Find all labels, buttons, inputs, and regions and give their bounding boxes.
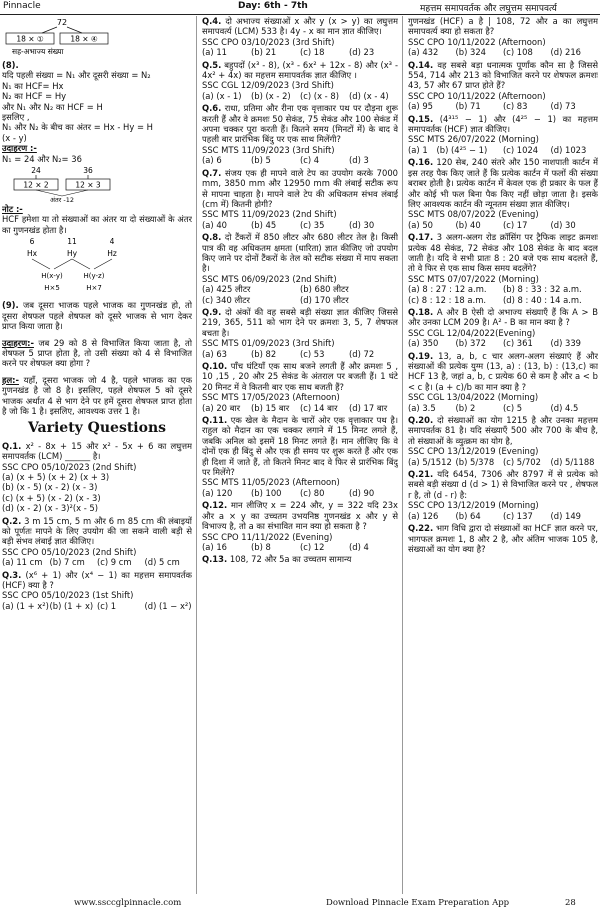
q-option: (a) 425 लीटर: [202, 284, 251, 295]
q-option: (a) 50: [408, 219, 433, 230]
q-number: Q.3.: [2, 569, 22, 580]
q-number: Q.7.: [202, 167, 222, 178]
question-q9: [202, 307, 398, 359]
p9-text: जब दूसरा भाजक पहले भाजक का गुणनखंड हो, तो दूसरा शेषफल पहले शेषफल को दूसरे भाजक से भाग देकर प्राप्त किया जाता है।: [2, 300, 192, 332]
q-number: Q.17.: [408, 232, 434, 243]
q-option: (a) (x + 5) (x + 2) (x + 3): [2, 471, 110, 482]
p8-line: N₁ का HCF= Hx: [2, 80, 64, 91]
question-q22: [408, 523, 598, 554]
q-source: SSC CGL 12/04/2022(Evening): [408, 327, 536, 338]
q-options: [202, 349, 398, 359]
q-option: (b) 324: [455, 47, 486, 58]
fig3-c: 4: [109, 237, 115, 247]
fig3-d2: H(y-z): [83, 272, 105, 281]
q-text: यदि 6454, 7306 और 8797 में से प्रत्येक को सबसे बड़ी संख्या d (d > 1) से विभाजित करने पर , शेषफल r है, तो (d - r) है:: [408, 469, 598, 500]
q-options: [408, 284, 598, 294]
q-option: (a) 350: [408, 338, 439, 349]
q-option: (b) 372: [455, 338, 486, 349]
question-q18: [408, 307, 598, 349]
q-number: Q.10.: [202, 361, 228, 371]
q-option: (c) 35: [300, 219, 325, 230]
q-option: (d) 5/1188: [550, 456, 595, 467]
footer-app-promo: Download Pinnacle Exam Preparation App: [326, 898, 510, 908]
q-option: (a) 11: [202, 47, 227, 58]
q-source: SSC MTS 11/05/2023 (Afternoon): [202, 477, 340, 488]
q-number: Q.1.: [2, 440, 22, 451]
q-text: पाँच घंटियाँ एक साथ बजने लगती हैं और क्रमशः 5 , 10 ,15 , 20 और 25 सेकंड के अंतराल पर बजती हैं। 1 घंटे 20 मिनट में वे कितनी बार एक साथ बजती हैं?: [202, 361, 398, 392]
q-options: [202, 295, 398, 305]
q-number: Q.5.: [202, 59, 222, 70]
q-option: (c) 14 बार: [300, 402, 338, 413]
note-text: HCF हमेशा या तो संख्याओं का अंतर या दो संख्याओं के अंतर का गुणनखंड होता है।: [2, 214, 192, 235]
q-source: SSC CPO 05/10/2023 (2nd Shift): [2, 461, 137, 472]
question-q12: [202, 500, 398, 552]
q-text: A और B ऐसी दो अभाज्य संख्याएँ हैं कि A > B और उनका LCM 209 है। A² - B का मान क्या है ?: [408, 306, 598, 328]
fig2-box2: 12 × 3: [75, 180, 101, 190]
question-q8: [202, 232, 398, 305]
q-option: (c) 5/702: [503, 456, 541, 467]
q-option: (d) (1 − x²): [144, 600, 192, 611]
q-source: SSC CPO 10/11/2022 (Afternoon): [408, 90, 546, 101]
question-q16: [408, 157, 598, 230]
q-option: (c) (x + 5) (x - 2) (x - 3): [2, 492, 101, 503]
q-text: दो टैंकरों में 850 लीटर और 680 लीटर तेल है। किसी पात्र की वह अधिकतम क्षमता (धारिता) ज्ञात कीजिए जो उपयोग किए जाने पर दोनों टैंकरों के तेल को सटीक संख्या में माप सकता है।: [202, 232, 398, 274]
q-option: (d) 149: [550, 510, 581, 521]
q-text: संजय एक ही मापने वाले टेप का उपयोग करके 7000 mm, 3850 mm और 12950 mm की लंबाई सटीक रूप से मापना चाहता है। मापने वाले टेप की अधिकतम संभव लंबाई (cm में) कितनी होगी?: [202, 167, 398, 209]
q-options: [408, 220, 598, 230]
q-text: 3 अलग-अलग रोड क्रॉसिंग पर ट्रैफिक लाइट क्रमशः प्रत्येक 48 सेकंड, 72 सेकंड और 108 सेकंड के बाद बदल जाती है। यदि वे सभी प्रातः 8 : 20 बजे एक साथ बदलते हैं, तो वे फिर से एक साथ किस समय बदलेंगे?: [408, 232, 598, 274]
q-option: (a) 95: [408, 101, 433, 112]
question-q3: [2, 570, 192, 612]
middle-column: [202, 16, 398, 894]
q-option: (c) 80: [300, 487, 325, 498]
section-title: Variety Questions: [27, 420, 167, 437]
q-option: (c) 1: [97, 600, 117, 611]
q-option: (b) (4²⁵ − 1): [436, 144, 488, 155]
fig3-a: 6: [29, 237, 35, 247]
q-option: (d) 4: [349, 541, 369, 552]
q-option: (d) (x - 4): [349, 90, 389, 101]
right-column: [408, 16, 598, 894]
page-header: [0, 0, 600, 15]
q-source: SSC CPO 05/10/2023 (1st Shift): [2, 590, 134, 601]
q-option: (b) 40: [455, 219, 481, 230]
q-option: (c) 8 : 12 : 18 a.m.: [408, 294, 487, 305]
q-text: गुणनखंड (HCF) a है | 108, 72 और a का लघुत्तम समापवर्त्य क्या हो सकता है?: [408, 16, 598, 37]
question-q5: [202, 60, 398, 102]
q-number: Q.18.: [408, 306, 434, 317]
point-9: [2, 300, 192, 331]
q-options: [2, 557, 192, 567]
hcf-difference-figure: [2, 165, 122, 203]
q-number: Q.13.: [202, 554, 228, 565]
q-option: (b) 100: [251, 487, 282, 498]
q-option: (d) 4.5: [550, 402, 579, 413]
example-line: N₁ = 24 और N₂= 36: [2, 153, 82, 164]
q-option: (c) 137: [503, 510, 533, 521]
q-text: भाग विधि द्वारा दो संख्याओं का HCF ज्ञात करने पर, भागफल क्रमशः 1, 8 और 2 है, और अंतिम भाजक 105 है, संख्याओं का योग क्या है?: [408, 523, 598, 554]
q-number: Q.16.: [408, 157, 434, 168]
q-option: (b) 45: [251, 219, 277, 230]
q-option: (b) 8: [251, 541, 271, 552]
q-number: Q.2.: [2, 515, 22, 526]
point-8-lines: [2, 70, 192, 143]
page-footer: [0, 897, 600, 911]
q-option: (a) 8 : 27 : 12 a.m.: [408, 284, 487, 295]
q-option: (a) 11 cm: [2, 557, 43, 568]
q-option: (c) 340 लीटर: [202, 294, 250, 305]
q-option: (c) 18: [300, 47, 325, 58]
question-q21: [408, 469, 598, 521]
q-option: (a) 16: [202, 541, 227, 552]
q-option: (b) 64: [455, 510, 481, 521]
q-option: (d) 30: [550, 219, 576, 230]
q-text: राधा, प्रतिमा और रीना एक वृत्ताकार पथ पर दौड़ना शुरू करती हैं और वे क्रमशः 50 सेकंड, 75 सेकंड और 100 सेकंड में अपना चक्कर पूरा करती हैं। कितने समय (मिनटों में) के बाद वे पहली बार प्रारंभिक बिंदु पर एक साथ मिलेंगी?: [202, 103, 398, 145]
q-option: (b) 5: [251, 155, 271, 166]
point-8-number: (8).: [2, 60, 19, 70]
fig3-d3: H×5: [44, 284, 60, 293]
q-source: SSC CPO 13/12/2019 (Evening): [408, 446, 539, 457]
fig2-b: 36: [83, 166, 93, 176]
q-option: (a) 432: [408, 47, 439, 58]
q-option: (d) 339: [550, 338, 581, 349]
p8-line: और N₁ और N₂ का HCF = H: [2, 101, 103, 112]
question-q20: [408, 415, 598, 467]
q-option: (b) 2: [455, 402, 476, 413]
q-options: [202, 155, 398, 165]
q-options: [408, 101, 598, 111]
q-source: SSC CPO 11/11/2022 (Evening): [202, 531, 333, 542]
q-option: (d) 90: [349, 487, 375, 498]
q-text: एक खेल के मैदान के चारों ओर एक वृत्ताकार पथ है। राहुल को मैदान का एक चक्कर लगाने में 15 मिनट लगते हैं, जबकि अनिल को इसमें 18 मिनट लगते हैं। मान लीजिए कि वे दोनों एक ही बिंदु से और एक ही समय पर शुरू करते हैं और एक ही दिशा में जाते हैं, तो कितने मिनट बाद वे फिर से प्रारंभिक बिंदु पर मिलेंगे?: [202, 415, 398, 478]
left-column: [2, 16, 192, 894]
q-source: SSC MTS 17/05/2023 (Afternoon): [202, 392, 340, 403]
q-options: [202, 91, 398, 101]
q-source: SSC MTS 26/07/2022 (Morning): [408, 134, 539, 145]
q-option: (a) (x - 1): [202, 90, 242, 101]
hcf-chain-figure: [2, 236, 142, 298]
q-number: Q.12.: [202, 500, 228, 511]
q-option: (d) 72: [349, 348, 375, 359]
page-number: 28: [565, 898, 576, 908]
solution: [2, 375, 192, 417]
question-q17: [408, 232, 598, 305]
q-number: Q.9.: [202, 306, 222, 317]
q-option: (a) 6: [202, 155, 222, 166]
question-q10: [202, 361, 398, 413]
q-option: (b) 7 cm: [49, 557, 85, 568]
q-option: (c) 9 cm: [97, 557, 132, 568]
question-q6: [202, 103, 398, 165]
q-source: SSC MTS 01/09/2023 (3rd Shift): [202, 338, 335, 349]
q-number: Q.14.: [408, 59, 434, 70]
q-options: [202, 542, 398, 552]
q-option: (a) 63: [202, 348, 227, 359]
example-label: उदाहरण :-: [2, 143, 37, 154]
column-divider-2: [402, 16, 403, 894]
q-number: Q.4.: [202, 16, 222, 26]
q-source: SSC MTS 06/09/2023 (2nd Shift): [202, 273, 337, 284]
q-option: (a) (1 + x²): [2, 600, 49, 611]
q-text: मान लीजिए x = 224 और, y = 322 यदि 23x और a × y का उच्चतम उभयनिष्ठ गुणनखंड x और y से विभाज्य है, तो a का संभावित मान क्या हो सकता है ?: [202, 500, 398, 532]
fig2-diff: अंतर -12: [49, 196, 75, 204]
q-text: दो संख्याओं का योग 1215 है और उनका महत्तम समापवर्तक 81 है। यदि संख्याएँ 500 और 700 के बीच है, तो संख्याओं के व्युत्क्रम का योग है,: [408, 415, 598, 446]
q-options: [408, 457, 598, 467]
q-text: वह सबसे बड़ा धनात्मक पूर्णांक कौन सा है जिससे 554, 714 और 213 को विभाजित करने पर शेषफल क्रमशः 43, 57 और 67 प्राप्त होते हैं?: [408, 59, 598, 91]
q-option: (b) (1 + x): [49, 600, 94, 611]
fig3-d4: H×7: [86, 284, 102, 293]
ex2-text: जब 29 को 8 से विभाजित किया जाता है, तो शेषफल 5 प्राप्त होता है, तो उसी संख्या को 4 से विभाजित करने पर शेषफल क्या होगा ?: [2, 337, 192, 369]
q-text: 120 सेब, 240 संतरे और 150 नाशपाती कार्टन में इस तरह पैक किए जाते हैं कि प्रत्येक कार्टन में फलों की संख्या बराबर होती है। प्रत्येक कार्टन में केवल एक ही प्रकार के फल हैं और कोई भी फल बिना पैक किए नहीं छोड़ा जाता है। इसके लिए आवश्यक कार्टन की न्यूनतम संख्या ज्ञात कीजिए।: [408, 157, 598, 209]
q-option: (b) (x - 5) (x - 2) (x - 3): [2, 482, 98, 493]
q-option: (a) 20 बार: [202, 402, 241, 413]
q-option: (d) 17 बार: [349, 402, 388, 413]
q-options: [408, 145, 598, 155]
q-text: दो अभाज्य संख्याओं x और y (x > y) का लघुत्तम समापवर्त्य (LCM) 533 है। 4y - x का मान ज्ञात कीजिए।: [202, 16, 398, 37]
q-option: (d) 3: [349, 155, 369, 166]
q-source: SSC MTS 11/09/2023 (3rd Shift): [202, 144, 335, 155]
fig1-box2: 18 × ④: [70, 34, 98, 44]
q-text: बहुपदों (x³ - 8), (x³ - 6x² + 12x - 8) और (x³ - 4x² + 4x) का महत्तम समापवर्तक ज्ञात कीजिए ।: [202, 59, 398, 81]
fig3-b: 11: [67, 237, 77, 247]
q-option: (c) 83: [503, 101, 528, 112]
question-q19: [408, 351, 598, 413]
q-options: [202, 403, 398, 413]
fig1-value: 72: [56, 18, 68, 27]
q-option: (a) 1: [408, 144, 428, 155]
q-options: [202, 488, 398, 498]
p8-line: N₂ का HCF = Hy: [2, 91, 67, 102]
fig1-box1: 18 × ①: [16, 34, 44, 44]
q-source: SSC CGL 12/09/2023 (3rd Shift): [202, 80, 334, 91]
fig2-a: 24: [31, 166, 41, 176]
p8-line: यदि पहली संख्या = N₁ और दूसरी संख्या = N₂: [2, 70, 151, 81]
q-option: (b) 5/378: [455, 456, 495, 467]
q-option: (c) 5: [503, 402, 523, 413]
q-option: (c) (x - 8): [300, 90, 339, 101]
q-option: (d) 23: [349, 47, 375, 58]
q-options: [202, 220, 398, 230]
p8-line: इसलिए ,: [2, 112, 30, 123]
q-text: 108, 72 और 5a का उच्चतम सामान्य: [229, 554, 352, 565]
fig3-d1: H(x-y): [41, 272, 63, 281]
q-number: Q.15.: [408, 113, 434, 124]
q-number: Q.21.: [408, 469, 434, 480]
note-label: नोट :-: [2, 204, 23, 215]
q-number: Q.8.: [202, 232, 222, 243]
q-number: Q.20.: [408, 415, 434, 426]
q-options: [408, 295, 598, 305]
q-option: (a) 120: [202, 487, 233, 498]
header-day: Day: 6th - 7th: [238, 1, 308, 11]
question-q4: [202, 16, 398, 58]
q-source: SSC CGL 13/04/2022 (Morning): [408, 392, 539, 403]
q-option: (b) 8 : 33 : 32 a.m.: [503, 284, 582, 295]
coprime-figure: [2, 17, 112, 57]
q-options: [2, 601, 192, 611]
q-option: (c) 17: [503, 219, 528, 230]
question-q15: [408, 114, 598, 156]
p9-number: (9).: [2, 300, 19, 311]
q-option: (c) 1024: [503, 144, 539, 155]
q-options: [202, 47, 398, 57]
q-text: 3 m 15 cm, 5 m और 6 m 85 cm की लंबाइयों को पूर्णतः मापने के लिए उपयोग की जा सकने वाली बड़ी से बड़ी संभव लंबाई ज्ञात कीजिए।: [2, 515, 192, 547]
fig2-box1: 12 × 2: [23, 180, 49, 190]
q-option: (a) 40: [202, 219, 227, 230]
example-2: [2, 338, 192, 369]
q-option: (d) 170 लीटर: [300, 294, 349, 305]
q-option: (c) 53: [300, 348, 325, 359]
q-source: SSC MTS 07/07/2022 (Morning): [408, 273, 539, 284]
q-option: (d) 1023: [550, 144, 587, 155]
q-option: (d) (x - 2) (x - 3)²(x - 5): [2, 503, 99, 514]
question-q14: [408, 60, 598, 112]
question-q13: [202, 554, 398, 564]
q-source: SSC CPO 03/10/2023 (3rd Shift): [202, 36, 335, 47]
q-option: (c) 12: [300, 541, 325, 552]
footer-website[interactable]: www.ssccglpinnacle.com: [74, 898, 182, 908]
q-source: SSC CPO 05/10/2023 (2nd Shift): [2, 546, 137, 557]
question-q11: [202, 415, 398, 498]
q-number: Q.22.: [408, 523, 434, 534]
question-q1: [2, 441, 192, 514]
q-options: [408, 403, 598, 413]
q-source: SSC MTS 08/07/2022 (Evening): [408, 209, 539, 220]
q-text: x² - 8x + 15 और x² - 5x + 6 का लघुत्तम समापवर्तक (LCM) ______ है।: [2, 440, 192, 462]
q-text: दो अंकों की वह सबसे बड़ी संख्या ज्ञात कीजिए जिससे 219, 365, 511 को भाग देने पर क्रमशः 3, 5, 7 शेषफल बचता है।: [202, 306, 398, 338]
q-option: (d) 8 : 40 : 14 a.m.: [503, 294, 582, 305]
q-text: (x⁶ + 1) और (x⁴ − 1) का महत्तम समापवर्तक (HCF) क्या है ?: [2, 569, 192, 591]
question-q13-continued: [408, 16, 598, 58]
q-option: (c) 4: [300, 155, 320, 166]
q-option: (c) 108: [503, 47, 533, 58]
q-option: (d) 73: [550, 101, 576, 112]
header-topic: महत्तम समापवर्तक और लघुत्तम समापवर्त्य: [420, 4, 557, 14]
question-q2: [2, 516, 192, 568]
q-number: Q.19.: [408, 350, 434, 361]
q-number: Q.11.: [202, 415, 228, 426]
q-options: [202, 284, 398, 294]
q-option: (b) 71: [455, 101, 481, 112]
header-brand: Pinnacle: [3, 1, 41, 11]
question-q7: [202, 168, 398, 230]
q-source: SSC CPO 13/12/2019 (Morning): [408, 500, 539, 511]
q-option: (b) 680 लीटर: [300, 284, 349, 295]
q-option: (a) 5/1512: [408, 456, 452, 467]
fig3-hz: Hz: [107, 249, 117, 259]
q-options: [408, 338, 598, 348]
q-source: SSC MTS 11/09/2023 (2nd Shift): [202, 209, 337, 220]
q-option: (b) 15 बार: [251, 402, 290, 413]
sol-text: यहाँ, दूसरा भाजक जो 4 है, पहले भाजक का एक गुणनखंड है जो 8 है। इसलिए, पहले शेषफल 5 को दूसरे भाजक अर्थात 4 से भाग देने पर हमें दूसरा शेषफल प्राप्त होता है जो कि 1 है। इसलिए, आवश्यक उत्तर 1 है।: [2, 374, 192, 416]
fig3-hx: Hx: [26, 249, 38, 259]
q-option: (b) 21: [251, 47, 277, 58]
q-text: (4³¹⁵ − 1) और (4²⁵ − 1) का महत्तम समापवर्तक (HCF) ज्ञात कीजिए।: [408, 113, 598, 135]
q-option: (c) 361: [503, 338, 533, 349]
q-option: (b) 82: [251, 348, 277, 359]
p8-line: (x - y): [2, 132, 27, 143]
q-options: [408, 47, 598, 57]
column-divider-1: [196, 16, 197, 894]
q-option: (d) 30: [349, 219, 375, 230]
ex2-label: उदाहरण:-: [2, 337, 34, 348]
fig1-caption: सह-अभाज्य संख्या: [12, 47, 64, 56]
q-text: 13, a, b, c चार अलग-अलग संख्याएं हैं और संख्याओं की प्रत्येक युग्म (13, a) : (13, b) : (13,c) का HCF 13 है, जहां a, b, c प्रत्येक 60 से कम है और a < b < c है। (a + c)/b का मान क्या है ?: [408, 350, 598, 392]
q-option: (d) 216: [550, 47, 581, 58]
sol-label: हल:-: [2, 374, 19, 385]
q-option: (d) 5 cm: [144, 557, 180, 568]
p8-line: N₁ और N₂ के बीच का अंतर = Hx - Hy = H: [2, 122, 153, 133]
q-option: (a) 126: [408, 510, 439, 521]
q-option: (a) 3.5: [408, 402, 436, 413]
q-option: (b) (x - 2): [251, 90, 291, 101]
q-options: [408, 511, 598, 521]
fig3-hy: Hy: [66, 249, 78, 259]
q-source: SSC CPO 10/11/2022 (Afternoon): [408, 36, 546, 47]
q-number: Q.6.: [202, 103, 222, 114]
